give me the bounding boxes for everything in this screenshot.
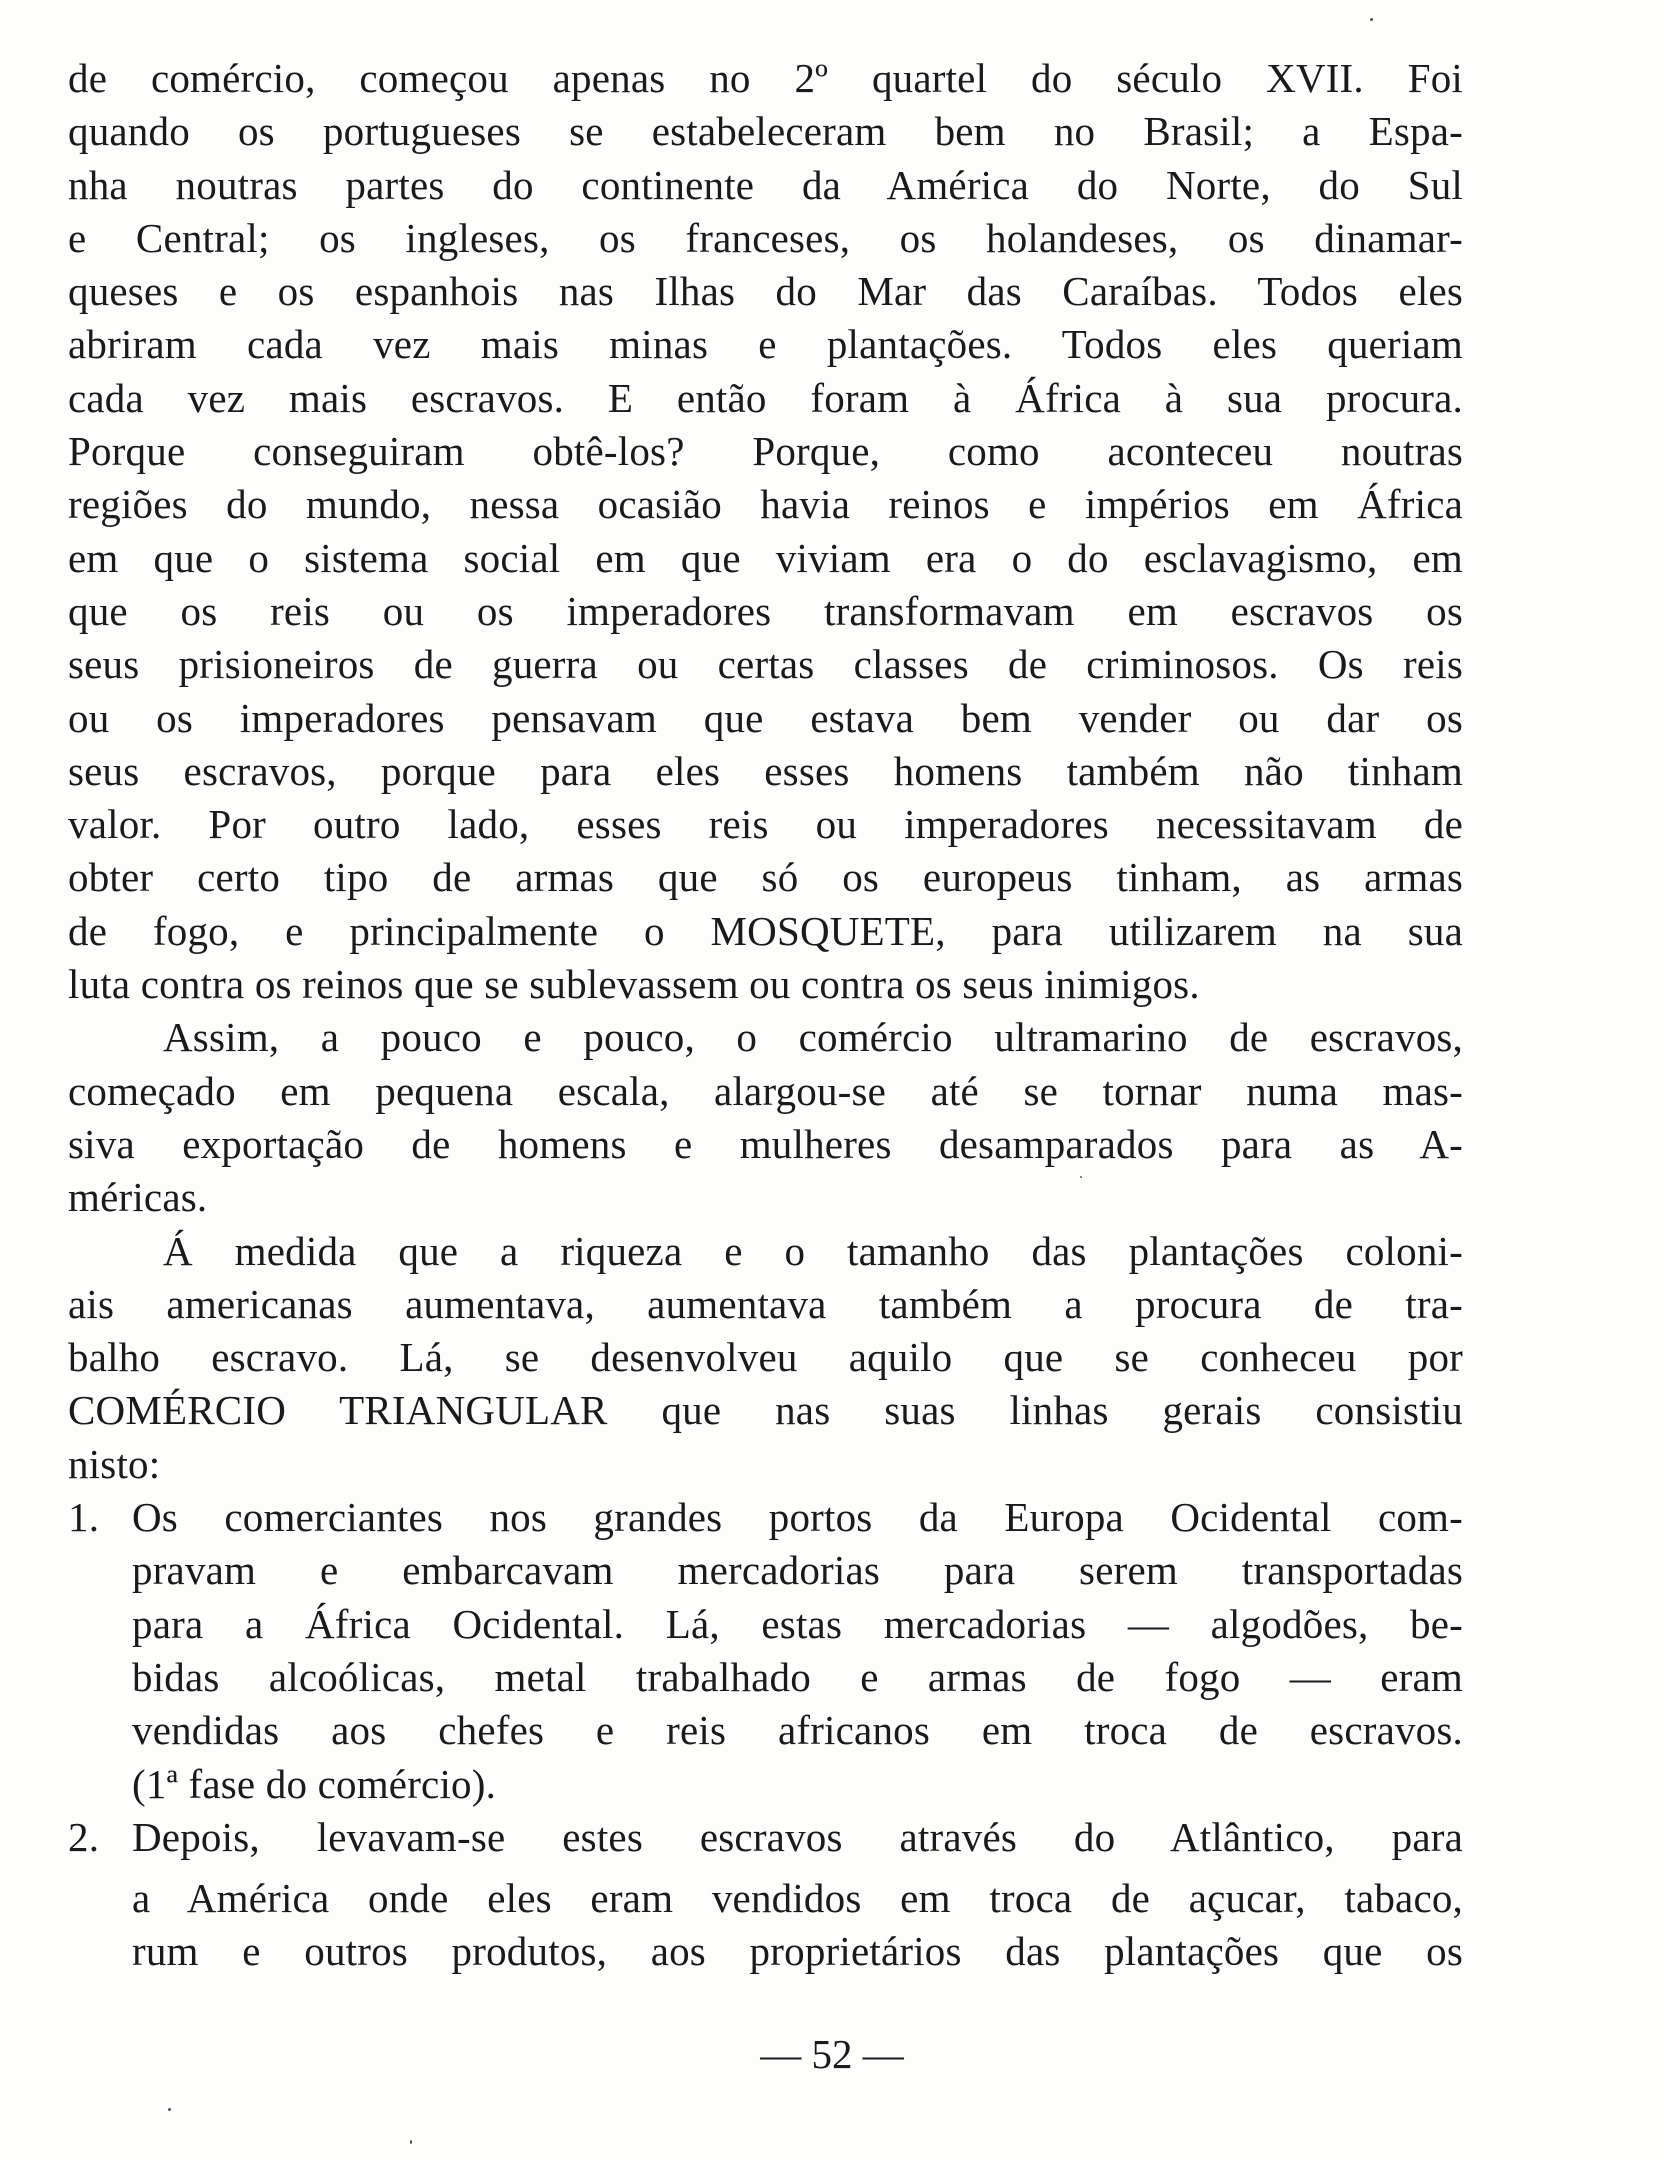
text-line: rum e outros produtos, aos proprietários das plantações que os (132, 1928, 1463, 1975)
scan-speck (168, 2108, 171, 2111)
text-line: balho escravo. Lá, se desenvolveu aquilo que se conheceu por (68, 1334, 1463, 1381)
text-line: e Central; os ingleses, os franceses, os holandeses, os dinamar- (68, 214, 1463, 261)
text-line: seus prisioneiros de guerra ou certas classes de criminosos. Os reis (68, 641, 1463, 688)
text-line: a América onde eles eram vendidos em troca de açucar, tabaco, (132, 1875, 1463, 1922)
text-line: COMÉRCIO TRIANGULAR que nas suas linhas gerais consistiu (68, 1387, 1463, 1434)
paragraph-1 (68, 52, 1463, 1011)
text-line: cada vez mais escravos. E então foram à África à sua procura. (68, 374, 1463, 421)
text-line: vendidas aos chefes e reis africanos em troca de escravos. (132, 1707, 1463, 1754)
text-line: que os reis ou os imperadores transformavam em escravos os (68, 587, 1463, 634)
list-text: Depois, levavam-se estes escravos através do Atlântico, para (132, 1813, 1463, 1860)
text-line: obter certo tipo de armas que só os europeus tinham, as armas (68, 854, 1463, 901)
text-line: méricas. (68, 1174, 208, 1221)
text-line: ais americanas aumentava, aumentava também a procura de tra- (68, 1280, 1463, 1327)
text-line: pravam e embarcavam mercadorias para serem transportadas (132, 1547, 1463, 1594)
list-item-2 (68, 1811, 1463, 1979)
text-line: abriram cada vez mais minas e plantações. Todos eles queriam (68, 321, 1463, 368)
text-line: nha noutras partes do continente da América do Norte, do Sul (68, 161, 1463, 208)
text-line: (1ª fase do comércio). (132, 1760, 497, 1807)
text-line: bidas alcoólicas, metal trabalhado e armas de fogo — eram (132, 1653, 1463, 1700)
paragraph-3 (68, 1225, 1463, 1491)
text-line (68, 1811, 1463, 1864)
paragraph-2 (68, 1011, 1463, 1224)
text-line: quando os portugueses se estabeleceram bem no Brasil; a Espa- (68, 108, 1463, 155)
text-line: ou os imperadores pensavam que estava bem vender ou dar os (68, 694, 1463, 741)
scan-speck (410, 2140, 412, 2144)
text-line: Porque conseguiram obtê-los? Porque, como aconteceu noutras (68, 428, 1463, 475)
page-number: — 52 — (760, 2031, 904, 2077)
list-text: Os comerciantes nos grandes portos da Europa Ocidental com- (132, 1494, 1463, 1541)
text-line: regiões do mundo, nessa ocasião havia reinos e impérios em África (68, 481, 1463, 528)
text-line: Á medida que a riqueza e o tamanho das plantações coloni- (163, 1227, 1463, 1274)
text-line: de fogo, e principalmente o MOSQUETE, para utilizarem na sua (68, 907, 1463, 954)
text-line: em que o sistema social em que viviam era o do esclavagismo, em (68, 534, 1463, 581)
text-line: nisto: (68, 1440, 161, 1487)
text-line (68, 1491, 1463, 1544)
list-number: 2. (68, 1813, 100, 1860)
text-line: de comércio, começou apenas no 2º quartel do século XVII. Foi (68, 55, 1463, 101)
body-text (68, 52, 1463, 1979)
list-number: 1. (68, 1494, 100, 1541)
text-line: Assim, a pouco e pouco, o comércio ultramarino de escravos, (163, 1014, 1463, 1061)
text-line: valor. Por outro lado, esses reis ou imperadores necessitavam de (68, 801, 1463, 848)
text-line: luta contra os reinos que se sublevassem ou contra os seus inimigos. (68, 961, 1200, 1008)
text-line: para a África Ocidental. Lá, estas mercadorias — algodões, be- (132, 1600, 1463, 1647)
text-line: queses e os espanhois nas Ilhas do Mar das Caraíbas. Todos eles (68, 268, 1463, 315)
text-line: siva exportação de homens e mulheres desamparados para as A- (68, 1120, 1463, 1167)
scan-speck (1370, 18, 1373, 21)
scan-speck (1080, 1176, 1082, 1178)
text-line: começado em pequena escala, alargou-se até se tornar numa mas- (68, 1067, 1463, 1114)
list-item-1 (68, 1491, 1463, 1811)
text-line: seus escravos, porque para eles esses homens também não tinham (68, 747, 1463, 794)
